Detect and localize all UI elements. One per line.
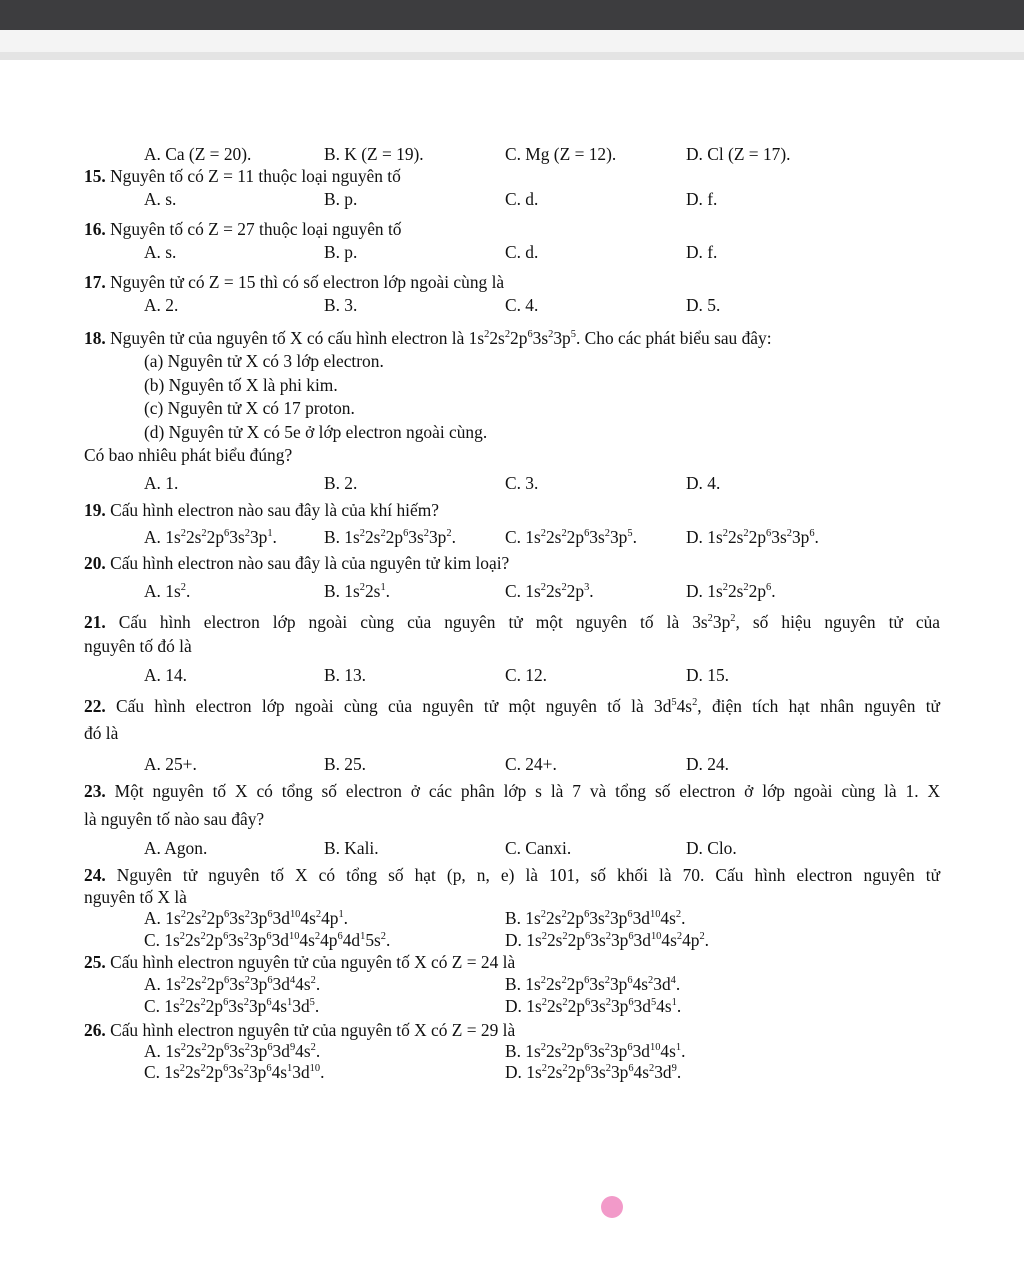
question-text: Nguyên tố có Z = 27 thuộc loại nguyên tố xyxy=(105,218,402,239)
electron-config: $3s^23p^2$ xyxy=(692,612,736,632)
option-a: A. $1s^22s^22p^63s^23p^63d^44s^2$. xyxy=(144,974,321,994)
question-19 xyxy=(84,499,940,523)
statement-b: (b) Nguyên tố X là phi kim. xyxy=(144,374,338,395)
options-q20 xyxy=(84,580,940,604)
option-b: B. 2. xyxy=(324,472,358,493)
question-21-cont: nguyên tố đó là xyxy=(84,635,192,656)
option-a: A. 2. xyxy=(144,295,179,315)
question-15 xyxy=(84,165,940,189)
question-text: Nguyên tử có Z = 15 thì có số electron lớp ngoài cùng là xyxy=(105,271,505,292)
question-23 xyxy=(84,780,940,804)
question-22-cont: đó là xyxy=(84,723,119,743)
question-text: Cấu hình electron nào sau đây là của nguyên tử kim loại? xyxy=(105,553,510,573)
question-text: Cấu hình electron lớp ngoài cùng của nguyên tử một nguyên tố là xyxy=(105,695,654,716)
question-25 xyxy=(84,951,940,973)
options-q26-row1 xyxy=(84,1041,940,1062)
statement-c: (c) Nguyên tử X có 17 proton. xyxy=(144,398,355,418)
option-c: C. Mg (Z = 12). xyxy=(505,144,617,164)
options-q17 xyxy=(84,294,940,318)
statement-d: (d) Nguyên tử X có 5e ở lớp electron ngoài cùng. xyxy=(144,421,488,442)
question-text-end: , điện tích hạt nhân nguyên tử xyxy=(697,695,940,716)
option-b: B. $1s^22s^22p^63s^23p^63d^{10}4s^2$. xyxy=(505,908,686,928)
option-d: D. 5. xyxy=(686,295,721,315)
question-22 xyxy=(84,695,940,719)
question-text: Nguyên tố có Z = 11 thuộc loại nguyên tố xyxy=(105,165,401,186)
question-text: Nguyên tử nguyên tố X có tổng số hạt (p, n, e) là 101, số khối là 70. Cấu hình electron nguyên tử xyxy=(105,864,940,885)
option-a: A. $1s^22s^22p^63s^23p^1$. xyxy=(144,526,277,547)
options-q18 xyxy=(84,472,940,496)
option-c: C. 3. xyxy=(505,472,539,493)
statement-a: (a) Nguyên tử X có 3 lớp electron. xyxy=(144,351,384,371)
options-q24-row2 xyxy=(84,929,940,951)
options-q21 xyxy=(84,664,940,688)
option-a: A. $1s^22s^22p^63s^23p^63d^{10}4s^24p^1$. xyxy=(144,908,349,928)
viewer-divider xyxy=(0,52,1024,60)
option-a: A. s. xyxy=(144,242,177,262)
option-b: B. $1s^22s^22p^63s^23p^64s^23d^4$. xyxy=(505,974,681,994)
option-b: B. p. xyxy=(324,242,358,262)
option-c: C. $1s^22s^22p^3$. xyxy=(505,580,594,601)
question-number: 17. xyxy=(84,271,106,292)
options-q25-row1 xyxy=(84,973,940,995)
option-c: C. 24+. xyxy=(505,753,557,774)
option-d: D. 24. xyxy=(686,753,729,774)
option-b: B. 13. xyxy=(324,665,367,685)
question-21 xyxy=(84,611,940,635)
option-d: D. Cl (Z = 17). xyxy=(686,144,791,164)
options-q25-row2 xyxy=(84,995,940,1017)
option-b: B. K (Z = 19). xyxy=(324,144,424,164)
option-c: C. d. xyxy=(505,189,539,209)
question-number: 25. xyxy=(84,952,106,972)
question-text: Nguyên tử của nguyên tố X có cấu hình electron là xyxy=(105,327,469,348)
option-c: C. 4. xyxy=(505,295,539,315)
question-text: Một nguyên tố X có tổng số electron ở các phân lớp s là 7 và tổng số electron ở lớp ngoài cùng là 1. X xyxy=(105,781,940,801)
question-number: 26. xyxy=(84,1020,106,1040)
question-number: 22. xyxy=(84,695,106,716)
option-d: D. $1s^22s^22p^63s^23p^63d^{10}4s^24p^2$. xyxy=(505,930,710,950)
option-c: C. Canxi. xyxy=(505,838,572,858)
option-b: B. 25. xyxy=(324,753,367,774)
option-a: A. Ca (Z = 20). xyxy=(144,144,252,164)
options-q16 xyxy=(84,241,940,265)
option-b: B. p. xyxy=(324,189,358,209)
document-page xyxy=(84,141,940,1083)
viewer-subbar xyxy=(0,30,1024,52)
page-indicator-dot[interactable] xyxy=(601,1196,623,1218)
electron-config: $1s^22s^22p^63s^23p^5$ xyxy=(468,327,576,348)
question-number: 15. xyxy=(84,165,106,186)
question-number: 21. xyxy=(84,612,106,632)
question-number: 19. xyxy=(84,500,106,520)
options-q24-row1 xyxy=(84,908,940,929)
question-16 xyxy=(84,218,940,242)
options-q15 xyxy=(84,188,940,212)
option-b: B. $1s^22s^1$. xyxy=(324,580,391,601)
option-d: D. 15. xyxy=(686,665,729,685)
option-d: D. $1s^22s^22p^63s^23p^63d^54s^1$. xyxy=(505,996,682,1016)
option-d: D. $1s^22s^22p^6$. xyxy=(686,580,776,601)
option-c: C. $1s^22s^22p^63s^23p^64s^13d^{10}$. xyxy=(144,1062,325,1082)
option-a: A. 25+. xyxy=(144,753,197,774)
option-a: A. $1s^22s^22p^63s^23p^63d^94s^2$. xyxy=(144,1041,321,1061)
option-c: C. d. xyxy=(505,242,539,262)
options-q26-row2 xyxy=(84,1062,940,1083)
option-b: B. 3. xyxy=(324,295,358,315)
viewer-toolbar xyxy=(0,0,1024,30)
option-b: B. Kali. xyxy=(324,838,379,858)
option-d: D. $1s^22s^22p^63s^23p^6$. xyxy=(686,526,819,547)
question-number: 18. xyxy=(84,327,106,348)
question-18 xyxy=(84,327,940,351)
option-d: D. f. xyxy=(686,189,718,209)
option-a: A. $1s^2$. xyxy=(144,580,191,601)
question-number: 16. xyxy=(84,218,106,239)
question-24-cont: nguyên tố X là xyxy=(84,887,187,907)
option-a: A. s. xyxy=(144,189,177,209)
question-23-cont: là nguyên tố nào sau đây? xyxy=(84,808,265,829)
option-c: C. $1s^22s^22p^63s^23p^63d^{10}4s^24p^64d^15s^2$. xyxy=(144,930,391,950)
options-q14 xyxy=(84,143,940,167)
option-a: A. 1. xyxy=(144,472,179,493)
options-q23 xyxy=(84,837,940,861)
option-d: D. Clo. xyxy=(686,838,737,858)
question-24 xyxy=(84,864,940,888)
question-20 xyxy=(84,552,940,576)
question-text: Cấu hình electron lớp ngoài cùng của nguyên tử một nguyên tố là xyxy=(105,612,693,632)
option-d: D. $1s^22s^22p^63s^23p^64s^23d^9$. xyxy=(505,1062,682,1082)
question-text: Cấu hình electron nào sau đây là của khí hiếm? xyxy=(105,500,439,520)
options-q22 xyxy=(84,753,940,777)
question-text: Cấu hình electron nguyên tử của nguyên tố X có Z = 29 là xyxy=(105,1020,516,1040)
option-a: A. 14. xyxy=(144,665,187,685)
question-26 xyxy=(84,1019,940,1041)
option-d: D. 4. xyxy=(686,472,721,493)
option-c: C. $1s^22s^22p^63s^23p^64s^13d^5$. xyxy=(144,996,320,1016)
question-18-ask: Có bao nhiêu phát biểu đúng? xyxy=(84,445,293,465)
option-c: C. $1s^22s^22p^63s^23p^5$. xyxy=(505,526,637,547)
option-b: B. $1s^22s^22p^63s^23p^63d^{10}4s^1$. xyxy=(505,1041,686,1061)
question-text: Cấu hình electron nguyên tử của nguyên tố X có Z = 24 là xyxy=(105,952,516,972)
electron-config: $3d^54s^2$ xyxy=(654,695,698,716)
option-b: B. $1s^22s^22p^63s^23p^2$. xyxy=(324,526,456,547)
question-number: 20. xyxy=(84,553,106,573)
question-17 xyxy=(84,271,940,295)
question-text-end: , số hiệu nguyên tử của xyxy=(735,612,940,632)
question-number: 24. xyxy=(84,864,106,885)
option-a: A. Agon. xyxy=(144,838,208,858)
option-c: C. 12. xyxy=(505,665,548,685)
option-d: D. f. xyxy=(686,242,718,262)
question-number: 23. xyxy=(84,781,106,801)
options-q19 xyxy=(84,526,940,550)
question-text-end: . Cho các phát biểu sau đây: xyxy=(575,327,772,348)
